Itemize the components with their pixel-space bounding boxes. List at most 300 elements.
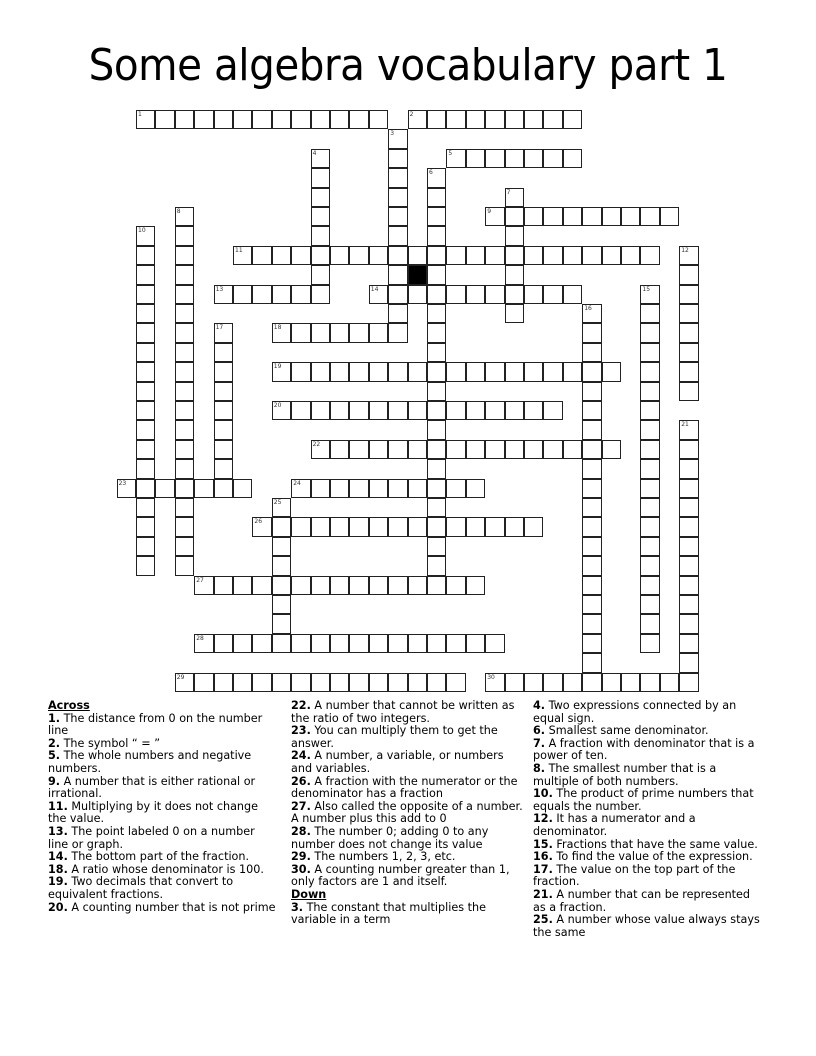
grid-cell[interactable] (582, 479, 601, 498)
grid-cell[interactable] (621, 673, 640, 692)
grid-cell[interactable] (466, 401, 485, 420)
grid-cell[interactable] (427, 634, 446, 653)
grid-cell[interactable] (388, 479, 407, 498)
grid-cell[interactable] (330, 479, 349, 498)
grid-cell[interactable] (369, 401, 388, 420)
grid-cell[interactable] (311, 479, 330, 498)
grid-cell[interactable] (427, 343, 446, 362)
grid-cell[interactable] (408, 479, 427, 498)
grid-cell[interactable] (175, 343, 194, 362)
grid-cell[interactable] (466, 285, 485, 304)
grid-cell[interactable] (136, 323, 155, 342)
grid-cell[interactable] (330, 110, 349, 129)
grid-cell[interactable] (155, 110, 174, 129)
grid-cell[interactable] (679, 498, 698, 517)
grid-cell[interactable] (291, 576, 310, 595)
grid-cell[interactable] (369, 285, 388, 304)
grid-cell[interactable] (175, 440, 194, 459)
grid-cell[interactable] (563, 110, 582, 129)
grid-cell[interactable] (485, 285, 504, 304)
grid-cell[interactable] (640, 673, 659, 692)
grid-cell[interactable] (543, 246, 562, 265)
grid-cell[interactable] (679, 459, 698, 478)
grid-cell[interactable] (272, 634, 291, 653)
grid-cell[interactable] (349, 673, 368, 692)
grid-cell[interactable] (252, 285, 271, 304)
grid-cell[interactable] (369, 440, 388, 459)
grid-cell[interactable] (214, 420, 233, 439)
grid-cell[interactable] (679, 265, 698, 284)
grid-cell[interactable] (175, 265, 194, 284)
grid-cell[interactable] (349, 479, 368, 498)
grid-cell[interactable] (640, 634, 659, 653)
grid-cell[interactable] (640, 537, 659, 556)
grid-cell[interactable] (446, 576, 465, 595)
grid-cell[interactable] (272, 110, 291, 129)
grid-cell[interactable] (427, 498, 446, 517)
grid-cell[interactable] (427, 246, 446, 265)
grid-cell[interactable] (466, 517, 485, 536)
grid-cell[interactable] (524, 246, 543, 265)
grid-cell[interactable] (311, 401, 330, 420)
grid-cell[interactable] (136, 459, 155, 478)
grid-cell[interactable] (252, 110, 271, 129)
grid-cell[interactable] (466, 634, 485, 653)
grid-cell[interactable] (582, 343, 601, 362)
grid-cell[interactable] (582, 614, 601, 633)
grid-cell[interactable] (136, 265, 155, 284)
grid-cell[interactable] (369, 673, 388, 692)
grid-cell[interactable] (291, 401, 310, 420)
grid-cell[interactable] (640, 323, 659, 342)
grid-cell[interactable] (427, 517, 446, 536)
grid-cell[interactable] (582, 440, 601, 459)
grid-cell[interactable] (311, 207, 330, 226)
grid-cell[interactable] (466, 576, 485, 595)
grid-cell[interactable] (543, 149, 562, 168)
grid-cell[interactable] (505, 517, 524, 536)
grid-cell[interactable] (524, 517, 543, 536)
grid-cell[interactable] (640, 304, 659, 323)
grid-cell[interactable] (446, 440, 465, 459)
grid-cell[interactable] (408, 285, 427, 304)
grid-cell[interactable] (369, 246, 388, 265)
grid-cell[interactable] (408, 401, 427, 420)
grid-cell[interactable] (291, 479, 310, 498)
grid-cell[interactable] (679, 614, 698, 633)
grid-cell[interactable] (640, 498, 659, 517)
grid-cell[interactable] (388, 304, 407, 323)
grid-cell[interactable] (543, 673, 562, 692)
grid-cell[interactable] (408, 246, 427, 265)
grid-cell[interactable] (388, 246, 407, 265)
grid-cell[interactable] (563, 246, 582, 265)
grid-cell[interactable] (330, 576, 349, 595)
grid-cell[interactable] (427, 420, 446, 439)
grid-cell[interactable] (679, 382, 698, 401)
grid-cell[interactable] (272, 576, 291, 595)
grid-cell[interactable] (427, 226, 446, 245)
grid-cell[interactable] (194, 110, 213, 129)
grid-cell[interactable] (175, 401, 194, 420)
grid-cell[interactable] (446, 246, 465, 265)
grid-cell[interactable] (175, 304, 194, 323)
grid-cell[interactable] (679, 362, 698, 381)
grid-cell[interactable] (408, 440, 427, 459)
grid-cell[interactable] (175, 246, 194, 265)
grid-cell[interactable] (291, 110, 310, 129)
grid-cell[interactable] (272, 595, 291, 614)
grid-cell[interactable] (640, 479, 659, 498)
grid-cell[interactable] (679, 576, 698, 595)
grid-cell[interactable] (427, 459, 446, 478)
grid-cell[interactable] (388, 129, 407, 148)
grid-cell[interactable] (524, 440, 543, 459)
grid-cell[interactable] (349, 440, 368, 459)
grid-cell[interactable] (388, 168, 407, 187)
grid-cell[interactable] (582, 420, 601, 439)
grid-cell[interactable] (175, 498, 194, 517)
grid-cell[interactable] (175, 285, 194, 304)
grid-cell[interactable] (466, 246, 485, 265)
grid-cell[interactable] (136, 401, 155, 420)
grid-cell[interactable] (369, 517, 388, 536)
grid-cell[interactable] (485, 401, 504, 420)
grid-cell[interactable] (582, 673, 601, 692)
grid-cell[interactable] (505, 110, 524, 129)
grid-cell[interactable] (524, 362, 543, 381)
grid-cell[interactable] (427, 362, 446, 381)
grid-cell[interactable] (175, 207, 194, 226)
grid-cell[interactable] (582, 382, 601, 401)
grid-cell[interactable] (408, 362, 427, 381)
grid-cell[interactable] (582, 517, 601, 536)
grid-cell[interactable] (485, 362, 504, 381)
grid-cell[interactable] (369, 479, 388, 498)
grid-cell[interactable] (272, 401, 291, 420)
grid-cell[interactable] (543, 110, 562, 129)
grid-cell[interactable] (582, 401, 601, 420)
grid-cell[interactable] (311, 673, 330, 692)
grid-cell[interactable] (175, 323, 194, 342)
grid-cell[interactable] (214, 576, 233, 595)
grid-cell[interactable] (330, 362, 349, 381)
grid-cell[interactable] (272, 614, 291, 633)
grid-cell[interactable] (427, 304, 446, 323)
grid-cell[interactable] (466, 149, 485, 168)
grid-cell[interactable] (485, 246, 504, 265)
grid-cell[interactable] (214, 110, 233, 129)
grid-cell[interactable] (252, 517, 271, 536)
grid-cell[interactable] (602, 440, 621, 459)
grid-cell[interactable] (543, 285, 562, 304)
grid-cell[interactable] (214, 401, 233, 420)
grid-cell[interactable] (311, 265, 330, 284)
grid-cell[interactable] (311, 226, 330, 245)
grid-cell[interactable] (582, 459, 601, 478)
grid-cell[interactable] (388, 285, 407, 304)
grid-cell[interactable] (330, 517, 349, 536)
grid-cell[interactable] (175, 537, 194, 556)
grid-cell[interactable] (582, 304, 601, 323)
grid-cell[interactable] (485, 110, 504, 129)
grid-cell[interactable] (524, 149, 543, 168)
grid-cell[interactable] (524, 285, 543, 304)
grid-cell[interactable] (640, 207, 659, 226)
grid-cell[interactable] (117, 479, 136, 498)
grid-cell[interactable] (272, 556, 291, 575)
grid-cell[interactable] (136, 246, 155, 265)
grid-cell[interactable] (427, 440, 446, 459)
grid-cell[interactable] (388, 634, 407, 653)
grid-cell[interactable] (582, 537, 601, 556)
grid-cell[interactable] (524, 401, 543, 420)
grid-cell[interactable] (175, 110, 194, 129)
grid-cell[interactable] (311, 634, 330, 653)
grid-cell[interactable] (349, 110, 368, 129)
grid-cell[interactable] (136, 343, 155, 362)
grid-cell[interactable] (194, 576, 213, 595)
grid-cell[interactable] (214, 459, 233, 478)
grid-cell[interactable] (485, 634, 504, 653)
grid-cell[interactable] (408, 517, 427, 536)
grid-cell[interactable] (640, 343, 659, 362)
grid-cell[interactable] (485, 207, 504, 226)
grid-cell[interactable] (272, 246, 291, 265)
grid-cell[interactable] (349, 576, 368, 595)
grid-cell[interactable] (311, 246, 330, 265)
grid-cell[interactable] (640, 556, 659, 575)
grid-cell[interactable] (563, 285, 582, 304)
grid-cell[interactable] (311, 576, 330, 595)
grid-cell[interactable] (427, 537, 446, 556)
grid-cell[interactable] (388, 440, 407, 459)
grid-cell[interactable] (272, 285, 291, 304)
grid-cell[interactable] (660, 207, 679, 226)
grid-cell[interactable] (427, 207, 446, 226)
grid-cell[interactable] (679, 517, 698, 536)
grid-cell[interactable] (446, 634, 465, 653)
grid-cell[interactable] (427, 401, 446, 420)
grid-cell[interactable] (602, 362, 621, 381)
grid-cell[interactable] (233, 110, 252, 129)
grid-cell[interactable] (621, 246, 640, 265)
grid-cell[interactable] (136, 498, 155, 517)
grid-cell[interactable] (640, 459, 659, 478)
grid-cell[interactable] (388, 576, 407, 595)
grid-cell[interactable] (543, 207, 562, 226)
grid-cell[interactable] (136, 537, 155, 556)
grid-cell[interactable] (640, 517, 659, 536)
grid-cell[interactable] (214, 479, 233, 498)
grid-cell[interactable] (175, 479, 194, 498)
grid-cell[interactable] (330, 673, 349, 692)
grid-cell[interactable] (194, 479, 213, 498)
grid-cell[interactable] (563, 673, 582, 692)
grid-cell[interactable] (388, 517, 407, 536)
grid-cell[interactable] (291, 634, 310, 653)
grid-cell[interactable] (330, 401, 349, 420)
grid-cell[interactable] (233, 634, 252, 653)
grid-cell[interactable] (640, 382, 659, 401)
grid-cell[interactable] (349, 362, 368, 381)
grid-cell[interactable] (388, 362, 407, 381)
grid-cell[interactable] (582, 576, 601, 595)
grid-cell[interactable] (427, 285, 446, 304)
grid-cell[interactable] (427, 323, 446, 342)
grid-cell[interactable] (446, 285, 465, 304)
grid-cell[interactable] (388, 207, 407, 226)
grid-cell[interactable] (233, 479, 252, 498)
grid-cell[interactable] (563, 207, 582, 226)
grid-cell[interactable] (660, 673, 679, 692)
grid-cell[interactable] (485, 149, 504, 168)
grid-cell[interactable] (543, 401, 562, 420)
grid-cell[interactable] (214, 323, 233, 342)
grid-cell[interactable] (175, 382, 194, 401)
grid-cell[interactable] (408, 634, 427, 653)
grid-cell[interactable] (291, 517, 310, 536)
grid-cell[interactable] (272, 362, 291, 381)
grid-cell[interactable] (427, 382, 446, 401)
grid-cell[interactable] (524, 110, 543, 129)
grid-cell[interactable] (369, 110, 388, 129)
grid-cell[interactable] (388, 265, 407, 284)
grid-cell[interactable] (446, 362, 465, 381)
grid-cell[interactable] (214, 343, 233, 362)
grid-cell[interactable] (582, 653, 601, 672)
grid-cell[interactable] (349, 323, 368, 342)
grid-cell[interactable] (272, 498, 291, 517)
grid-cell[interactable] (582, 207, 601, 226)
grid-cell[interactable] (311, 440, 330, 459)
grid-cell[interactable] (427, 556, 446, 575)
grid-cell[interactable] (563, 362, 582, 381)
grid-cell[interactable] (640, 401, 659, 420)
grid-cell[interactable] (466, 362, 485, 381)
grid-cell[interactable] (311, 110, 330, 129)
grid-cell[interactable] (175, 459, 194, 478)
grid-cell[interactable] (136, 285, 155, 304)
grid-cell[interactable] (214, 440, 233, 459)
grid-cell[interactable] (640, 576, 659, 595)
grid-cell[interactable] (369, 576, 388, 595)
grid-cell[interactable] (194, 673, 213, 692)
grid-cell[interactable] (252, 673, 271, 692)
grid-cell[interactable] (679, 556, 698, 575)
grid-cell[interactable] (485, 673, 504, 692)
grid-cell[interactable] (349, 517, 368, 536)
grid-cell[interactable] (408, 576, 427, 595)
grid-cell[interactable] (446, 401, 465, 420)
grid-cell[interactable] (505, 285, 524, 304)
grid-cell[interactable] (505, 246, 524, 265)
grid-cell[interactable] (136, 304, 155, 323)
grid-cell[interactable] (485, 440, 504, 459)
grid-cell[interactable] (505, 265, 524, 284)
grid-cell[interactable] (136, 362, 155, 381)
grid-cell[interactable] (505, 401, 524, 420)
grid-cell[interactable] (136, 479, 155, 498)
grid-cell[interactable] (505, 673, 524, 692)
grid-cell[interactable] (330, 246, 349, 265)
grid-cell[interactable] (679, 323, 698, 342)
grid-cell[interactable] (311, 517, 330, 536)
grid-cell[interactable] (252, 576, 271, 595)
grid-cell[interactable] (505, 149, 524, 168)
grid-cell[interactable] (214, 673, 233, 692)
grid-cell[interactable] (388, 323, 407, 342)
grid-cell[interactable] (640, 285, 659, 304)
grid-cell[interactable] (311, 188, 330, 207)
grid-cell[interactable] (291, 323, 310, 342)
grid-cell[interactable] (311, 362, 330, 381)
grid-cell[interactable] (466, 440, 485, 459)
grid-cell[interactable] (349, 401, 368, 420)
grid-cell[interactable] (679, 653, 698, 672)
grid-cell[interactable] (233, 246, 252, 265)
grid-cell[interactable] (136, 382, 155, 401)
grid-cell[interactable] (640, 440, 659, 459)
grid-cell[interactable] (582, 362, 601, 381)
grid-cell[interactable] (679, 343, 698, 362)
grid-cell[interactable] (505, 440, 524, 459)
grid-cell[interactable] (388, 188, 407, 207)
grid-cell[interactable] (679, 440, 698, 459)
grid-cell[interactable] (446, 673, 465, 692)
grid-cell[interactable] (136, 556, 155, 575)
grid-cell[interactable] (369, 634, 388, 653)
grid-cell[interactable] (582, 246, 601, 265)
grid-cell[interactable] (640, 614, 659, 633)
grid-cell[interactable] (640, 246, 659, 265)
grid-cell[interactable] (505, 362, 524, 381)
grid-cell[interactable] (427, 265, 446, 284)
grid-cell[interactable] (582, 498, 601, 517)
grid-cell[interactable] (679, 420, 698, 439)
grid-cell[interactable] (175, 420, 194, 439)
grid-cell[interactable] (272, 517, 291, 536)
grid-cell[interactable] (291, 285, 310, 304)
grid-cell[interactable] (349, 634, 368, 653)
grid-cell[interactable] (175, 556, 194, 575)
grid-cell[interactable] (505, 188, 524, 207)
grid-cell[interactable] (505, 226, 524, 245)
grid-cell[interactable] (272, 673, 291, 692)
grid-cell[interactable] (272, 537, 291, 556)
grid-cell[interactable] (679, 537, 698, 556)
grid-cell[interactable] (582, 323, 601, 342)
grid-cell[interactable] (582, 634, 601, 653)
grid-cell[interactable] (330, 323, 349, 342)
grid-cell[interactable] (388, 149, 407, 168)
grid-cell[interactable] (175, 226, 194, 245)
grid-cell[interactable] (505, 304, 524, 323)
grid-cell[interactable] (602, 207, 621, 226)
grid-cell[interactable] (640, 362, 659, 381)
grid-cell[interactable] (563, 149, 582, 168)
grid-cell[interactable] (408, 110, 427, 129)
grid-cell[interactable] (252, 634, 271, 653)
grid-cell[interactable] (214, 285, 233, 304)
grid-cell[interactable] (679, 304, 698, 323)
grid-cell[interactable] (640, 420, 659, 439)
grid-cell[interactable] (427, 673, 446, 692)
grid-cell[interactable] (543, 440, 562, 459)
grid-cell[interactable] (602, 246, 621, 265)
grid-cell[interactable] (388, 401, 407, 420)
grid-cell[interactable] (388, 673, 407, 692)
